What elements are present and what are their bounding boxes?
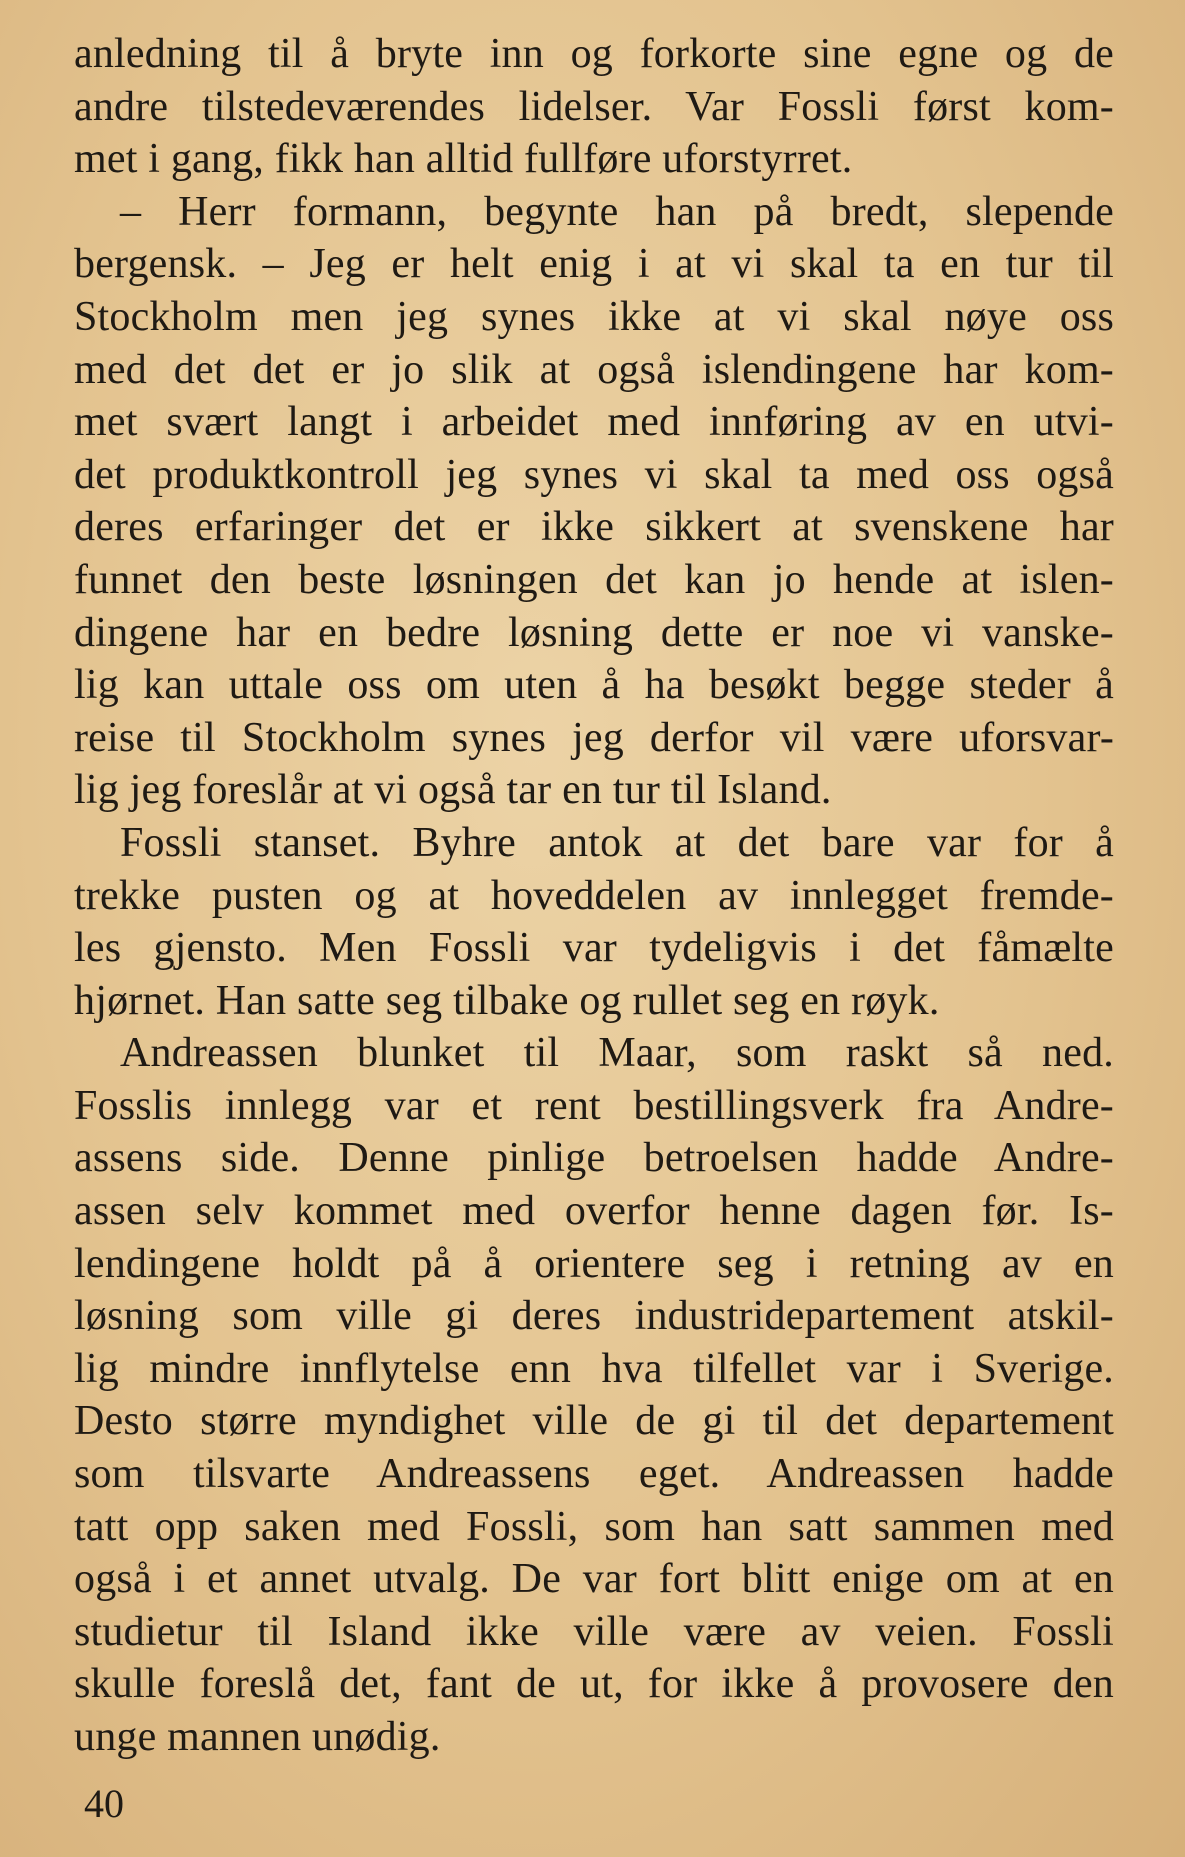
text-line: andre tilstedeværendes lidelser. Var Fossli først kom- [74, 83, 1114, 130]
text-line: Andreassen blunket til Maar, som raskt så ned. [120, 1030, 1114, 1077]
text-line: som tilsvarte Andreassens eget. Andreassen hadde [74, 1451, 1114, 1498]
text-line: funnet den beste løsningen det kan jo hende at islen- [74, 556, 1114, 603]
text-line: skulle foreslå det, fant de ut, for ikke å provosere den [74, 1661, 1114, 1708]
text-line: Fosslis innlegg var et rent bestillingsverk fra Andre- [74, 1082, 1114, 1129]
text-line: lig mindre innflytelse enn hva tilfellet var i Sverige. [74, 1345, 1114, 1392]
text-line: studietur til Island ikke ville være av veien. Fossli [74, 1608, 1114, 1655]
text-line: deres erfaringer det er ikke sikkert at svenskene har [74, 504, 1114, 551]
text-line: assen selv kommet med overfor henne dagen før. Is- [74, 1188, 1114, 1235]
text-line: bergensk. – Jeg er helt enig i at vi skal ta en tur til [74, 241, 1114, 288]
text-line: – Herr formann, begynte han på bredt, slepende [120, 188, 1114, 235]
text-line: Fossli stanset. Byhre antok at det bare var for å [120, 819, 1114, 866]
text-line: trekke pusten og at hoveddelen av innlegget fremde- [74, 872, 1114, 919]
text-line: tatt opp saken med Fossli, som han satt sammen med [74, 1503, 1114, 1550]
text-line: også i et annet utvalg. De var fort blitt enige om at en [74, 1556, 1114, 1603]
text-line: unge mannen unødig. [74, 1714, 441, 1760]
text-line: Desto større myndighet ville de gi til det departement [74, 1398, 1114, 1445]
text-line: løsning som ville gi deres industridepartement atskil- [74, 1293, 1114, 1340]
text-line: lendingene holdt på å orientere seg i retning av en [74, 1240, 1114, 1287]
text-line: reise til Stockholm synes jeg derfor vil være uforsvar- [74, 714, 1114, 761]
text-line: dingene har en bedre løsning dette er noe vi vanske- [74, 609, 1114, 656]
page-number: 40 [84, 1781, 124, 1826]
text-line: med det det er jo slik at også islendingene har kom- [74, 346, 1114, 393]
text-line: det produktkontroll jeg synes vi skal ta med oss også [74, 451, 1114, 498]
text-line: met i gang, fikk han alltid fullføre uforstyrret. [74, 136, 853, 183]
text-line: lig jeg foreslår at vi også tar en tur til Island. [74, 767, 832, 814]
text-line: met svært langt i arbeidet med innføring av en utvi- [74, 399, 1114, 446]
text-line: hjørnet. Han satte seg tilbake og rullet seg en røyk. [74, 977, 940, 1024]
text-line: Stockholm men jeg synes ikke at vi skal nøye oss [74, 293, 1114, 340]
text-line: assens side. Denne pinlige betroelsen hadde Andre- [74, 1135, 1114, 1182]
text-line: lig kan uttale oss om uten å ha besøkt begge steder å [74, 662, 1114, 709]
body-text [74, 28, 1114, 1764]
text-line: anledning til å bryte inn og forkorte sine egne og de [74, 31, 1114, 77]
text-line: les gjensto. Men Fossli var tydeligvis i det fåmælte [74, 925, 1114, 972]
